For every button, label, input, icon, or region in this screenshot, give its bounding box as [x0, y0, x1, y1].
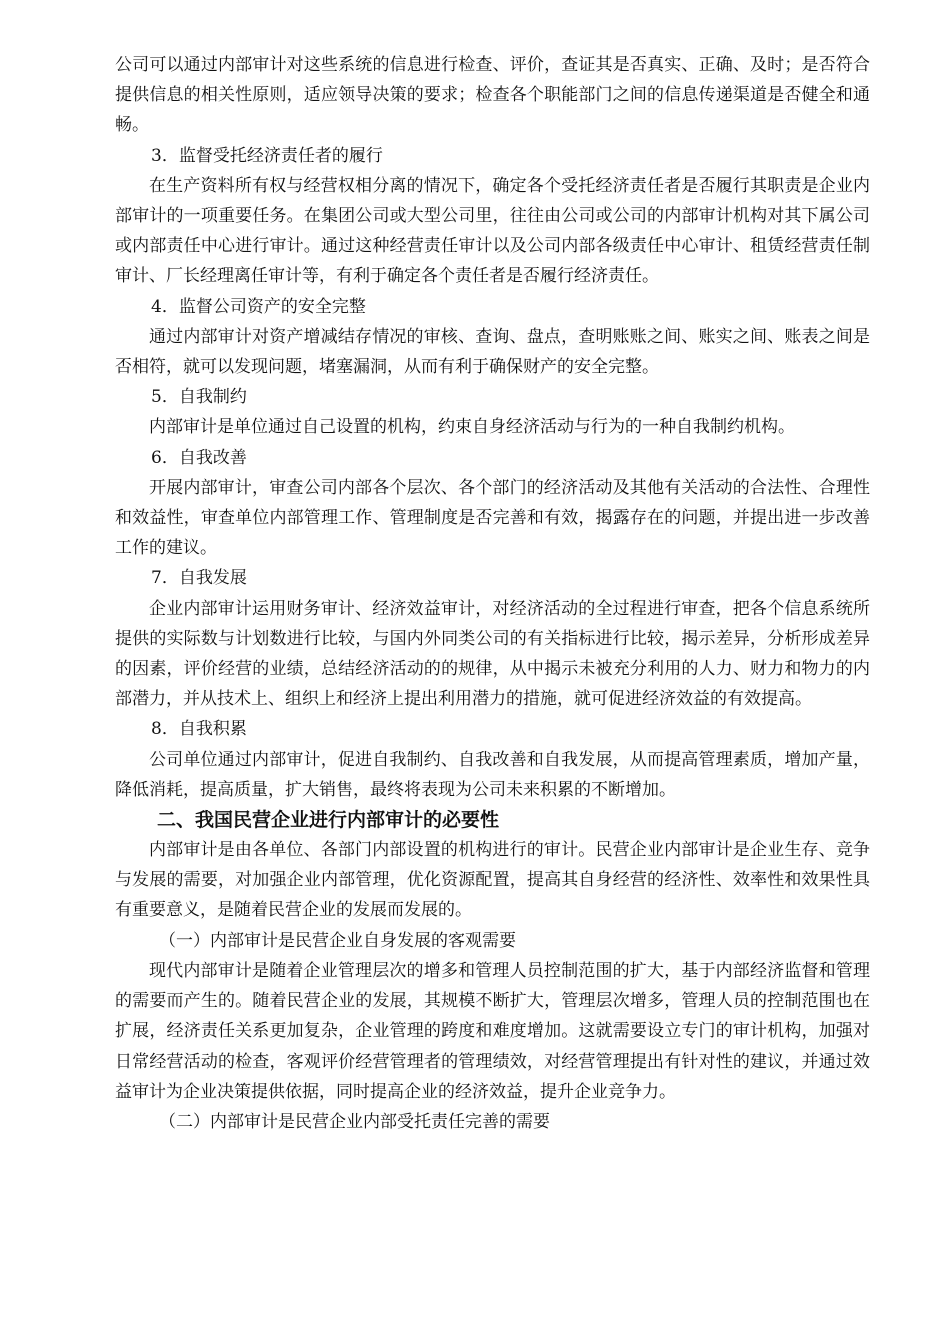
subsection-heading-1: （一）内部审计是民营企业自身发展的客观需要 — [159, 930, 516, 951]
paragraph-item-3: 在生产资料所有权与经营权相分离的情况下，确定各个受托经济责任者是否履行其职责是企业内部审计的一项重要任务。在集团公司或大型公司里，往往由公司或公司的内部审计机构对其下属公司或内部责任中心进行审计。通过这种经营责任审计以及公司内部各级责任中心审计、租赁经营责任制审计、厂长经理离任审计等，有利于确定各个责任者是否履行经济责任。 — [115, 175, 870, 287]
paragraph-section-2-intro: 内部审计是由各单位、各部门内部设置的机构进行的审计。民营企业内部审计是企业生存、竞争与发展的需要，对加强企业内部管理，优化资源配置，提高其自身经营的经济性、效率性和效果性具有重要意义，是随着民营企业的发展而发展的。 — [115, 840, 870, 921]
paragraph-item-5: 内部审计是单位通过自己设置的机构，约束自身经济活动与行为的一种自我制约机构。 — [149, 417, 795, 438]
item-heading-4: 4．监督公司资产的安全完整 — [151, 296, 366, 317]
paragraph-item-6: 开展内部审计，审查公司内部各个层次、各个部门的经济活动及其他有关活动的合法性、合理性和效益性，审查单位内部管理工作、管理制度是否完善和有效，揭露存在的问题，并提出进一步改善工作的建议。 — [115, 477, 870, 559]
paragraph-item-7: 企业内部审计运用财务审计、经济效益审计，对经济活动的全过程进行审查，把各个信息系统所提供的实际数与计划数进行比较，与国内外同类公司的有关指标进行比较，揭示差异，分析形成差异的因素，评价经营的业绩，总结经济活动的的规律，从中揭示未被充分利用的人力、财力和物力的内部潜力，并从技术上、组织上和经济上提出利用潜力的措施，就可促进经济效益的有效提高。 — [115, 598, 870, 710]
paragraph-item-4: 通过内部审计对资产增减结存情况的审核、查询、盘点，查明账账之间、账实之间、账表之间是否相符，就可以发现问题，堵塞漏洞，从而有利于确保财产的安全完整。 — [115, 326, 870, 378]
item-heading-8: 8．自我积累 — [151, 719, 247, 740]
item-heading-5: 5．自我制约 — [151, 387, 247, 408]
paragraph-subsection-1: 现代内部审计是随着企业管理层次的增多和管理人员控制范围的扩大，基于内部经济监督和管理的需要而产生的。随着民营企业的发展，其规模不断扩大，管理层次增多，管理人员的控制范围也在扩展，经济责任关系更加复杂，企业管理的跨度和难度增加。这就需要设立专门的审计机构，加强对日常经营活动的检查，客观评价经营管理者的管理绩效，对经营管理提出有针对性的建议，并通过效益审计为企业决策提供依据，同时提高企业的经济效益，提升企业竞争力。 — [115, 960, 870, 1102]
section-heading-2: 二、我国民营企业进行内部审计的必要性 — [157, 809, 500, 832]
item-heading-3: 3．监督受托经济责任者的履行 — [151, 145, 383, 166]
item-heading-6: 6．自我改善 — [151, 447, 247, 468]
subsection-heading-2: （二）内部审计是民营企业内部受托责任完善的需要 — [159, 1111, 550, 1132]
item-heading-7: 7．自我发展 — [151, 568, 247, 589]
paragraph-intro: 公司可以通过内部审计对这些系统的信息进行检查、评价，查证其是否真实、正确、及时；是否符合提供信息的相关性原则，适应领导决策的要求；检查各个职能部门之间的信息传递渠道是否健全和通畅。 — [115, 55, 870, 136]
paragraph-item-8: 公司单位通过内部审计，促进自我制约、自我改善和自我发展，从而提高管理素质，增加产量，降低消耗，提高质量，扩大销售，最终将表现为公司未来积累的不断增加。 — [115, 749, 870, 800]
